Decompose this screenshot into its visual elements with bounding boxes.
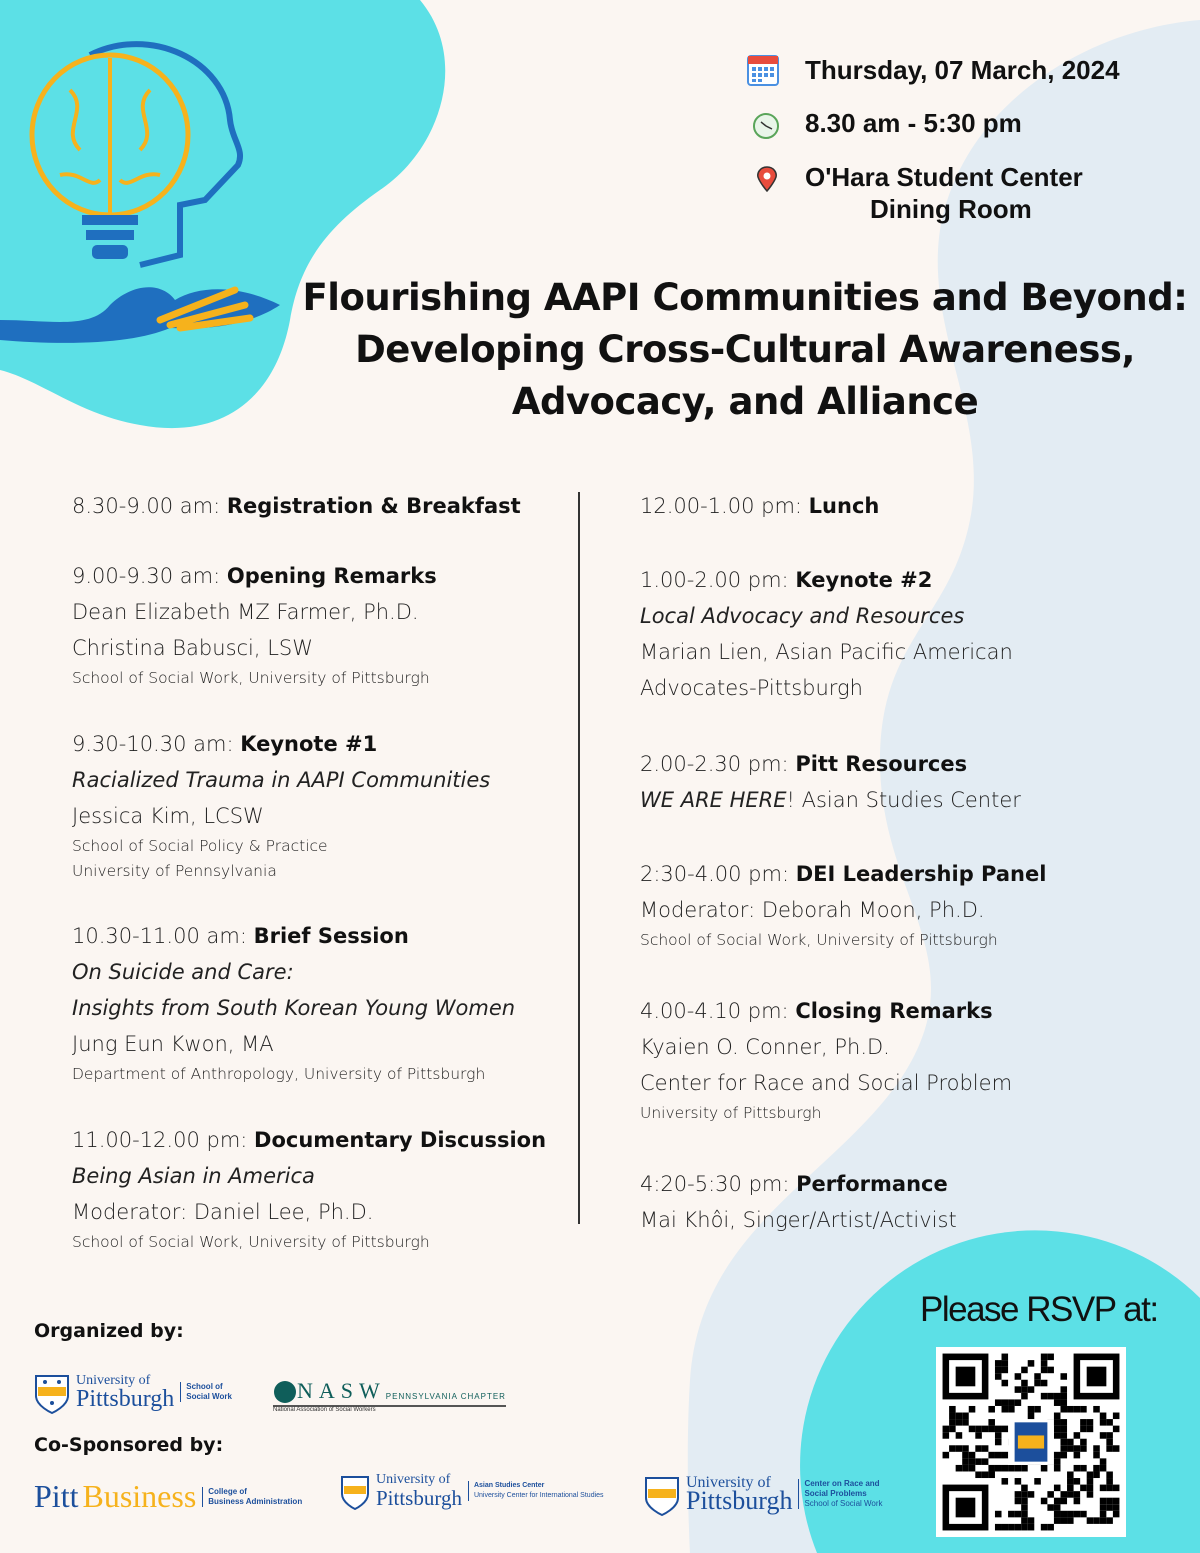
session-time: 4.00-4.10 pm: bbox=[640, 999, 796, 1023]
clock-icon bbox=[752, 112, 780, 140]
nasw-logo bbox=[273, 1378, 506, 1413]
organized-by-label: Organized by: bbox=[34, 1320, 184, 1342]
affiliation: School of Social Policy & Practice bbox=[72, 837, 328, 855]
pitt-social-work-logo bbox=[34, 1370, 232, 1414]
schedule-item bbox=[640, 488, 879, 524]
affiliation: School of Social Work, University of Pittsburgh bbox=[72, 1233, 430, 1251]
session-time: 1.00-2.00 pm: bbox=[640, 568, 796, 592]
schedule-item bbox=[72, 918, 515, 1087]
logo-text: University of bbox=[376, 1472, 451, 1487]
logo-text: Asian Studies Center bbox=[473, 1482, 545, 1489]
session-topic-rest: ! Asian Studies Center bbox=[786, 788, 1021, 812]
session-time: 9.30-10.30 am: bbox=[72, 732, 241, 756]
logo-text: School of bbox=[186, 1382, 223, 1391]
schedule-item bbox=[640, 993, 1012, 1126]
logo-text: Business Administration bbox=[208, 1496, 303, 1506]
speaker: Marian Lien, Asian Pacific American bbox=[640, 640, 1013, 664]
affiliation: University of Pittsburgh bbox=[640, 1104, 822, 1122]
speaker: Center for Race and Social Problem bbox=[640, 1071, 1013, 1095]
session-time: 8.30-9.00 am: bbox=[72, 494, 227, 518]
column-divider bbox=[578, 492, 580, 1224]
pitt-asian-studies-logo bbox=[340, 1472, 604, 1510]
session-time: 9.00-9.30 am: bbox=[72, 564, 227, 588]
title-line-3: Advocacy, and Alliance bbox=[511, 380, 979, 423]
speaker: Mai Khôi, Singer/Artist/Activist bbox=[640, 1208, 957, 1232]
logo-text: School of Social Work bbox=[804, 1499, 883, 1508]
affiliation: School of Social Work, University of Pittsburgh bbox=[640, 931, 998, 949]
session-time: 11.00-12.00 pm: bbox=[72, 1128, 255, 1152]
pitt-race-social-problems-logo bbox=[644, 1472, 883, 1516]
session-title: Performance bbox=[796, 1172, 948, 1196]
pitt-shield-icon bbox=[644, 1472, 680, 1516]
logo-text: Pittsburgh bbox=[76, 1386, 175, 1412]
logo-text: Pittsburgh bbox=[686, 1486, 793, 1515]
session-title: Closing Remarks bbox=[795, 999, 993, 1023]
logo-text: Pittsburgh bbox=[376, 1486, 462, 1510]
session-title: Lunch bbox=[808, 494, 880, 518]
session-title: Documentary Discussion bbox=[254, 1128, 547, 1152]
schedule-item bbox=[72, 1122, 546, 1255]
title-line-1: Flourishing AAPI Communities and Beyond: bbox=[302, 276, 1188, 319]
rsvp-label: Please RSVP at: bbox=[920, 1290, 1158, 1329]
session-title: DEI Leadership Panel bbox=[795, 862, 1047, 886]
affiliation: School of Social Work, University of Pittsburgh bbox=[72, 669, 430, 687]
schedule-item bbox=[72, 558, 437, 691]
affiliation: Department of Anthropology, University of Pittsburgh bbox=[72, 1065, 486, 1083]
schedule-item bbox=[640, 562, 1013, 706]
schedule-item bbox=[640, 746, 1021, 818]
event-location-line1: O'Hara Student Center bbox=[805, 162, 1083, 192]
speaker: Moderator: Deborah Moon, Ph.D. bbox=[640, 898, 985, 922]
logo-text: College of bbox=[208, 1486, 247, 1496]
speaker: Jessica Kim, LCSW bbox=[72, 804, 264, 828]
session-title: Keynote #1 bbox=[240, 732, 378, 756]
speaker: Christina Babusci, LSW bbox=[72, 636, 314, 660]
calendar-icon bbox=[747, 52, 779, 86]
schedule-item bbox=[640, 856, 1046, 953]
event-location-line2: Dining Room bbox=[870, 194, 1032, 224]
session-time: 4:20-5:30 pm: bbox=[640, 1172, 797, 1196]
schedule-item bbox=[640, 1166, 957, 1238]
logo-text: Social Work bbox=[186, 1392, 232, 1401]
logo-text: Business bbox=[82, 1478, 197, 1514]
session-topic: Insights from South Korean Young Women bbox=[72, 996, 516, 1020]
logo-text: University of bbox=[76, 1373, 151, 1388]
session-title: Brief Session bbox=[253, 924, 409, 948]
logo-text: Center on Race and bbox=[804, 1479, 880, 1488]
title-line-2: Developing Cross-Cultural Awareness, bbox=[355, 328, 1135, 371]
rsvp-qr-code[interactable] bbox=[936, 1347, 1126, 1537]
speaker: Jung Eun Kwon, MA bbox=[72, 1032, 274, 1056]
session-title: Opening Remarks bbox=[226, 564, 437, 588]
affiliation: University of Pennsylvania bbox=[72, 862, 277, 880]
session-topic: On Suicide and Care: bbox=[72, 960, 294, 984]
speaker: Kyaien O. Conner, Ph.D. bbox=[640, 1035, 890, 1059]
logo-text: University of bbox=[686, 1474, 771, 1491]
session-time: 10.30-11.00 am: bbox=[72, 924, 254, 948]
session-topic: Being Asian in America bbox=[72, 1164, 315, 1188]
speaker: Moderator: Daniel Lee, Ph.D. bbox=[72, 1200, 374, 1224]
session-title: Pitt Resources bbox=[795, 752, 968, 776]
session-time: 2:30-4.00 pm: bbox=[640, 862, 796, 886]
session-time: 12.00-1.00 pm: bbox=[640, 494, 809, 518]
pitt-shield-icon bbox=[340, 1472, 370, 1510]
page-title bbox=[300, 272, 1190, 428]
logo-text: PENNSYLVANIA CHAPTER bbox=[385, 1392, 506, 1401]
session-topic: WE ARE HERE bbox=[640, 788, 787, 812]
event-date: Thursday, 07 March, 2024 bbox=[805, 55, 1120, 85]
session-title: Registration & Breakfast bbox=[226, 494, 521, 518]
location-pin-icon bbox=[755, 165, 779, 195]
logo-text: NASW bbox=[297, 1378, 386, 1403]
nasw-globe-icon bbox=[273, 1380, 297, 1404]
session-title: Keynote #2 bbox=[795, 568, 933, 592]
schedule-item bbox=[72, 726, 490, 884]
event-time: 8.30 am - 5:30 pm bbox=[805, 108, 1022, 138]
pitt-shield-icon bbox=[34, 1370, 70, 1414]
session-topic: Racialized Trauma in AAPI Communities bbox=[72, 768, 491, 792]
logo-text: Social Problems bbox=[804, 1489, 867, 1498]
speaker: Dean Elizabeth MZ Farmer, Ph.D. bbox=[72, 600, 419, 624]
logo-text: National Association of Social Workers bbox=[273, 1407, 376, 1413]
schedule-item bbox=[72, 488, 521, 524]
cosponsored-by-label: Co-Sponsored by: bbox=[34, 1434, 224, 1456]
pitt-business-logo bbox=[34, 1478, 302, 1515]
speaker: Advocates-Pittsburgh bbox=[640, 676, 863, 700]
logo-text: Pitt bbox=[34, 1478, 79, 1514]
logo-text: University Center for International Studies bbox=[473, 1492, 604, 1499]
session-time: 2.00-2.30 pm: bbox=[640, 752, 796, 776]
session-topic: Local Advocacy and Resources bbox=[640, 604, 965, 628]
